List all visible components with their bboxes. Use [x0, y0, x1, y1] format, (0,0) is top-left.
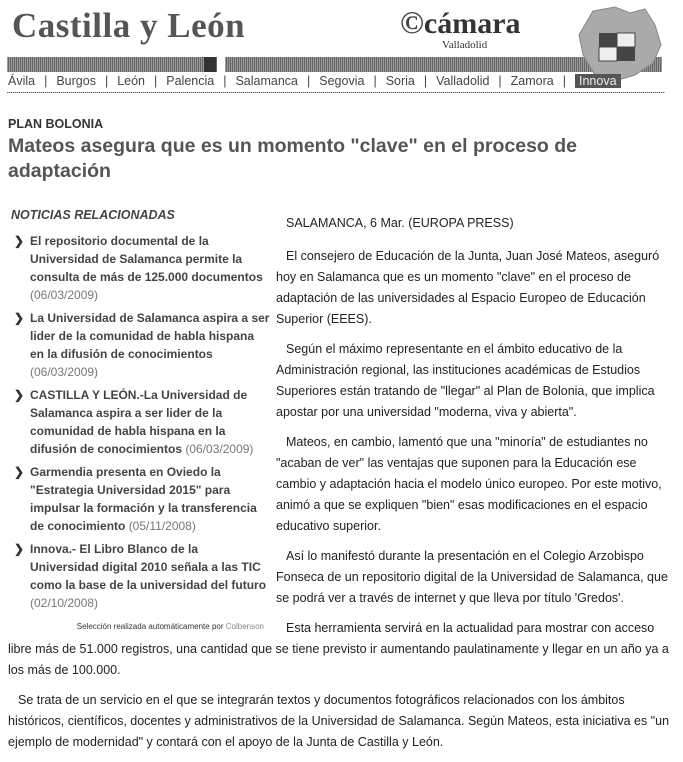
nav-separator: |	[423, 74, 428, 88]
nav-separator: |	[223, 74, 227, 88]
related-news-item[interactable]	[8, 232, 270, 304]
nav-separator: |	[154, 74, 158, 88]
logo-sub-text: Valladolid	[442, 39, 488, 51]
article-paragraph: Esta herramienta servirá en la actualidad para mostrar con acceso libre más de 51.000 registros, una cantidad que se tiene previsto ir aumentando paulatinamente y llegar en un año ya a los más de 100.000.	[8, 621, 669, 677]
nav-item-soria[interactable]: Soria	[385, 74, 415, 88]
chevron-right-icon: ❯	[14, 311, 25, 325]
related-news-link[interactable]: CASTILLA Y LEÓN.-La Universidad de Salamanca aspira a ser lider de la comunidad de habla hispana en la difusión de conocimientos	[30, 388, 248, 456]
nav-item-palencia[interactable]: Palencia	[166, 74, 215, 88]
nav-item-salamanca[interactable]: Salamanca	[235, 74, 299, 88]
nav-separator: |	[104, 74, 109, 88]
nav-item-avila[interactable]: Ávila	[8, 74, 36, 88]
nav-item-segovia[interactable]: Segovia	[319, 74, 365, 88]
region-map-icon	[575, 5, 663, 83]
nav-separator: |	[498, 74, 502, 88]
header-band	[7, 57, 662, 72]
nav-item-valladolid[interactable]: Valladolid	[436, 74, 490, 88]
nav-separator: |	[44, 74, 48, 88]
related-news-link[interactable]: El repositorio documental de la Universidad de Salamanca permite la consulta de más de 125.000 documentos	[30, 234, 263, 284]
related-news-date: (06/03/2009)	[30, 288, 99, 302]
article-kicker: PLAN BOLONIA	[8, 117, 104, 131]
article-paragraph: Así lo manifestó durante la presentación en el Colegio Arzobispo Fonseca de un repositorio digital de la Universidad de Salamanca, que se podrá ver a través de internet y que lleva por título 'Gredos'.	[276, 549, 668, 605]
camara-logo-icon: ©	[400, 4, 424, 40]
article-paragraph: Mateos, en cambio, lamentó que una "minoría" de estudiantes no "acaban de ver" las ventajas que suponen para la Educación ese cambio y adaptación hacia el modelo único europeo. Por este motivo, animó a que se expliquen "bien" esas modificaciones en el espacio educativo superior.	[276, 435, 662, 533]
article-paragraph: Según el máximo representante en el ámbito educativo de la Administración regional, las instituciones académicas de Estudios Superiores están tratando de "llegar" al Plan de Bolonia, que implica apostar por una universidad "moderna, viva y abierta".	[276, 342, 655, 419]
credit-brand-link[interactable]: Colbenson	[225, 622, 264, 631]
related-news	[8, 205, 270, 633]
article-content	[8, 205, 670, 762]
site-header	[0, 0, 683, 95]
related-news-date: (02/10/2008)	[30, 596, 99, 610]
nav-separator: |	[307, 74, 311, 88]
nav-divider	[7, 92, 665, 93]
article-paragraph: Se trata de un servicio en el que se integrarán textos y documentos fotográficos relacionados con los ámbitos históricos, científicos, docentes y administrativos de la Universidad de Salamanca. Según Mateos, esta iniciativa es "un ejemplo de modernidad" y contará con el apoyo de la Junta de Castilla y León.	[8, 693, 670, 749]
article-paragraph: El consejero de Educación de la Junta, Juan José Mateos, aseguró hoy en Salamanca que es un momento "clave" en el proceso de adaptación de las universidades al Espacio Europeo de Educación Superior (EEES).	[276, 249, 660, 326]
related-news-item[interactable]	[8, 386, 270, 458]
chevron-right-icon: ❯	[14, 234, 25, 248]
related-news-item[interactable]	[8, 309, 270, 381]
chevron-right-icon: ❯	[14, 542, 25, 556]
related-news-link[interactable]: Garmendia presenta en Oviedo la "Estrategia Universidad 2015" para impulsar la formación y la transferencia de conocimiento	[30, 465, 257, 533]
related-news-link[interactable]: Innova.- El Libro Blanco de la Universidad digital 2010 señala a las TIC como la base de la universidad del futuro	[30, 542, 267, 592]
article-dateline: SALAMANCA, 6 Mar. (EUROPA PRESS)	[286, 216, 514, 230]
related-news-item[interactable]	[8, 463, 270, 535]
logo-main-text: cámara	[423, 7, 521, 40]
related-news-item[interactable]	[8, 540, 270, 612]
related-news-link[interactable]: La Universidad de Salamanca aspira a ser lider de la comunidad de habla hispana en la difusión de conocimientos	[30, 311, 270, 361]
nav-item-innova[interactable]: Innova	[575, 74, 621, 88]
nav-item-burgos[interactable]: Burgos	[56, 74, 96, 88]
camara-logo[interactable]	[400, 4, 540, 54]
related-news-date: (06/03/2009)	[185, 442, 254, 456]
related-news-title: NOTICIAS RELACIONADAS	[11, 208, 175, 222]
site-title[interactable]: Castilla y León	[12, 6, 246, 45]
related-news-date: (06/03/2009)	[30, 365, 99, 379]
nav-item-leon[interactable]: León	[117, 74, 146, 88]
related-credit	[8, 616, 264, 637]
nav-item-zamora[interactable]: Zamora	[510, 74, 554, 88]
article-headline: Mateos asegura que es un momento "clave" en el proceso de adaptación	[8, 135, 578, 182]
nav-separator: |	[562, 74, 566, 88]
nav-separator: |	[373, 74, 377, 88]
credit-text: Selección realizada automáticamente por	[76, 622, 224, 631]
chevron-right-icon: ❯	[14, 465, 25, 479]
province-nav	[8, 74, 621, 88]
related-news-date: (05/11/2008)	[128, 519, 196, 533]
chevron-right-icon: ❯	[14, 388, 25, 402]
